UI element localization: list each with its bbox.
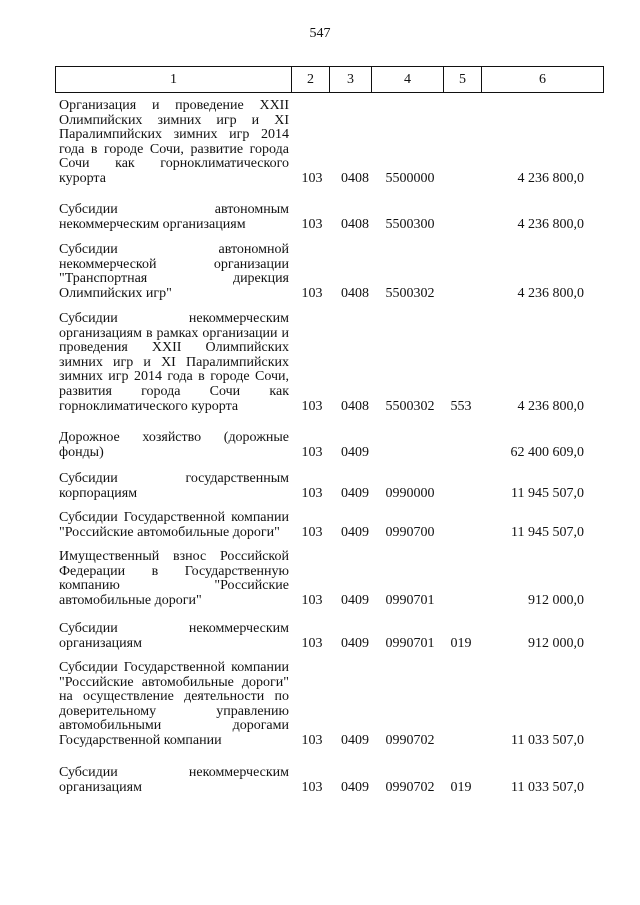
target-code: 0990701 xyxy=(385,592,435,608)
section-code: 0408 xyxy=(341,171,369,186)
column-header-5: 5 xyxy=(444,67,482,93)
section-code: 0409 xyxy=(341,524,369,540)
target-code: 5500300 xyxy=(385,216,435,232)
row-name: Субсидии автономной некоммерческой организации "Транспортная дирекция Олимпийских игр" xyxy=(59,242,289,301)
amount: 11 945 507,0 xyxy=(511,524,584,540)
admin-code: 103 xyxy=(301,216,323,232)
target-code: 5500302 xyxy=(385,285,435,301)
section-code: 0409 xyxy=(341,485,369,501)
table-row xyxy=(0,243,640,301)
section-code: 0408 xyxy=(341,216,369,232)
target-code: 0990702 xyxy=(385,733,435,748)
row-name: Дорожное хозяйство (дорожные фонды) xyxy=(59,430,289,460)
admin-code: 103 xyxy=(301,592,323,608)
amount: 11 945 507,0 xyxy=(511,485,584,501)
admin-code: 103 xyxy=(301,444,323,460)
target-code: 5500302 xyxy=(385,398,435,414)
section-code: 0409 xyxy=(341,444,369,460)
table-row xyxy=(0,431,640,460)
admin-code: 103 xyxy=(301,398,323,414)
admin-code: 103 xyxy=(301,635,323,651)
expense-code: 553 xyxy=(450,398,472,414)
admin-code: 103 xyxy=(301,485,323,501)
amount: 4 236 800,0 xyxy=(517,171,584,186)
column-header-2: 2 xyxy=(292,67,330,93)
table-row xyxy=(0,312,640,414)
row-name: Субсидии некоммерческим организациям xyxy=(59,765,289,795)
expense-code: 019 xyxy=(450,635,472,651)
amount: 912 000,0 xyxy=(528,592,584,608)
column-header-row xyxy=(56,67,604,93)
column-header-table xyxy=(55,66,604,93)
amount: 912 000,0 xyxy=(528,635,584,651)
target-code: 0990702 xyxy=(385,779,435,795)
admin-code: 103 xyxy=(301,779,323,795)
row-name: Субсидии некоммерческим организациям в рамках организации и проведения XXII Олимпийских зимних игр и XI Паралимпийских зимних игр 2014 года в городе Сочи, развития города Сочи как горноклиматического курорта xyxy=(59,311,289,414)
column-header-1: 1 xyxy=(56,67,292,93)
section-code: 0409 xyxy=(341,635,369,651)
table-row xyxy=(0,511,640,540)
section-code: 0408 xyxy=(341,398,369,414)
row-name: Субсидии Государственной компании "Российские автомобильные дороги" на осуществление деятельности по доверительному управлению автомобильными дорогами Государственной компании xyxy=(59,660,289,748)
target-code: 5500000 xyxy=(385,171,435,186)
target-code: 0990000 xyxy=(385,485,435,501)
amount: 62 400 609,0 xyxy=(510,444,584,460)
column-header-6: 6 xyxy=(482,67,604,93)
amount: 11 033 507,0 xyxy=(511,779,584,795)
table-row xyxy=(0,550,640,608)
table-row xyxy=(0,766,640,795)
amount: 4 236 800,0 xyxy=(517,398,584,414)
expense-code: 019 xyxy=(450,779,472,795)
column-header-3: 3 xyxy=(330,67,372,93)
row-name: Субсидии автономным некоммерческим организациям xyxy=(59,202,289,232)
target-code: 0990701 xyxy=(385,635,435,651)
target-code: 0990700 xyxy=(385,524,435,540)
admin-code: 103 xyxy=(301,285,323,301)
section-code: 0409 xyxy=(341,733,369,748)
table-row xyxy=(0,99,640,187)
row-name: Субсидии Государственной компании "Российские автомобильные дороги" xyxy=(59,510,289,540)
table-row xyxy=(0,472,640,501)
row-name: Субсидии государственным корпорациям xyxy=(59,471,289,501)
section-code: 0409 xyxy=(341,592,369,608)
amount: 4 236 800,0 xyxy=(517,216,584,232)
column-header-4: 4 xyxy=(372,67,444,93)
section-code: 0409 xyxy=(341,779,369,795)
admin-code: 103 xyxy=(301,171,323,186)
page-number: 547 xyxy=(309,26,331,41)
table-row xyxy=(0,203,640,232)
admin-code: 103 xyxy=(301,733,323,748)
row-name: Организация и проведение XXII Олимпийских зимних игр и XI Паралимпийских зимних игр 2014 года в городе Сочи, развитие города Сочи как горноклиматического курорта xyxy=(59,98,289,186)
amount: 4 236 800,0 xyxy=(517,285,584,301)
row-name: Имущественный взнос Российской Федерации в Государственную компанию "Российские автомобильные дороги" xyxy=(59,549,289,608)
row-name: Субсидии некоммерческим организациям xyxy=(59,621,289,651)
amount: 11 033 507,0 xyxy=(511,733,584,748)
admin-code: 103 xyxy=(301,524,323,540)
table-row xyxy=(0,661,640,749)
section-code: 0408 xyxy=(341,285,369,301)
table-row xyxy=(0,622,640,651)
